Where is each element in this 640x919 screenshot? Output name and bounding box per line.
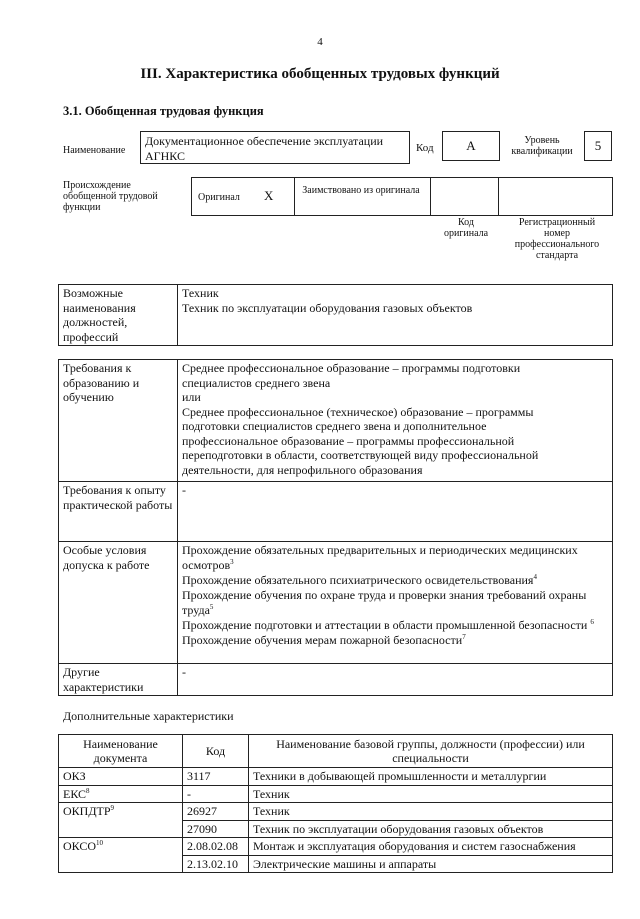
section-title: III. Характеристика обобщенных трудовых функций xyxy=(140,66,500,82)
page-number: 4 xyxy=(317,36,323,48)
table-row xyxy=(59,803,613,821)
borrowed-label: Заимствовано из оригинала xyxy=(302,185,420,196)
admission-item: Прохождение обучения по охране труда и проверки знания требований охраны труда$^5$ xyxy=(182,588,587,617)
name-cell: Электрические машины и аппараты xyxy=(249,855,613,873)
education-line: специалистов среднего звена xyxy=(182,375,331,390)
level-value-box xyxy=(584,131,612,161)
code-cell: - xyxy=(183,785,249,803)
admission-row xyxy=(59,542,613,664)
admission-value xyxy=(178,542,613,664)
code-value: А xyxy=(466,138,476,153)
positions-table xyxy=(58,284,613,346)
table-row xyxy=(59,838,613,856)
experience-row xyxy=(59,482,613,542)
doc-cell: ОКЗ xyxy=(59,768,183,786)
admission-item: Прохождение обязательного психиатрического освидетельствования$^4$ xyxy=(182,573,537,587)
additional-header-row xyxy=(59,735,613,768)
code-value-box xyxy=(442,131,500,161)
footnote-ref: 5 xyxy=(209,603,214,611)
doc-cell: ОКПДТР$^9$ xyxy=(59,803,183,838)
admission-label: Особые условия допуска к работе xyxy=(59,542,178,664)
education-row xyxy=(59,360,613,482)
header-doc: Наименование документа xyxy=(59,735,183,768)
name-value: Документационное обеспечение эксплуатации АГНКС xyxy=(145,134,384,163)
name-cell: Техник xyxy=(249,785,613,803)
education-line: или xyxy=(182,390,201,404)
name-cell: Техники в добывающей промышленности и металлургии xyxy=(249,768,613,786)
code-cell: 27090 xyxy=(183,820,249,838)
admission-item: Прохождение подготовки и аттестации в области промышленной безопасности $^6$ xyxy=(182,618,594,632)
footnote-ref: 4 xyxy=(533,573,537,581)
additional-table xyxy=(58,734,613,873)
doc-cell: ЕКС$^8$ xyxy=(59,785,183,803)
other-value: - xyxy=(178,664,613,696)
code-cell: 26927 xyxy=(183,803,249,821)
education-label: Требования к образованию и обучению xyxy=(59,360,178,482)
positions-label: Возможные наименования должностей, профессий xyxy=(59,285,178,346)
experience-label: Требования к опыту практической работы xyxy=(59,482,178,542)
doc-cell: ОКСО$^{10}$ xyxy=(59,838,183,873)
education-line: Среднее профессиональное (техническое) образование – программы xyxy=(182,404,534,419)
other-label: Другие характеристики xyxy=(59,664,178,696)
code-cell: 2.08.02.08 xyxy=(183,838,249,856)
education-value xyxy=(178,360,613,482)
code-caption: Код оригинала xyxy=(443,217,489,239)
footnote-ref: 9 xyxy=(110,804,115,812)
footnote-ref: 6 xyxy=(590,618,594,626)
table-row xyxy=(59,785,613,803)
admission-item: Прохождение обязательных предварительных и периодических медицинских осмотров$^3$ xyxy=(182,543,578,572)
code-cell: 3117 xyxy=(183,768,249,786)
footnote-ref: 10 xyxy=(96,839,104,847)
education-line: профессиональное образование – программы профессиональной xyxy=(182,433,515,448)
subsection-title: 3.1. Обобщенная трудовая функция xyxy=(63,104,264,118)
footnote-ref: 7 xyxy=(462,633,466,641)
additional-title: Дополнительные характеристики xyxy=(63,709,234,723)
original-mark: X xyxy=(264,188,274,203)
position-item: Техник xyxy=(182,286,219,300)
header-code: Код xyxy=(183,735,249,768)
code-label: Код xyxy=(416,142,434,154)
name-cell: Техник по эксплуатации оборудования газовых объектов xyxy=(249,820,613,838)
origin-table xyxy=(191,177,613,216)
education-line: переподготовки в области, соответствующей виду профессиональной xyxy=(182,448,539,462)
level-label: Уровень квалификации xyxy=(511,135,573,157)
name-cell: Монтаж и эксплуатация оборудования и систем газоснабжения xyxy=(249,838,613,856)
code-cell: 2.13.02.10 xyxy=(183,855,249,873)
table-row xyxy=(59,768,613,786)
level-value: 5 xyxy=(594,138,602,153)
other-row xyxy=(59,664,613,696)
position-item: Техник по эксплуатации оборудования газовых объектов xyxy=(182,300,473,315)
header-name: Наименование базовой группы, должности (профессии) или специальности xyxy=(249,735,613,768)
education-line: деятельности, для непрофильного образования xyxy=(182,462,423,477)
education-line: подготовки специалистов среднего звена и дополнительное xyxy=(182,419,487,433)
name-label: Наименование xyxy=(63,145,126,156)
education-line: Среднее профессиональное образование – программы подготовки xyxy=(182,361,521,375)
original-label: Оригинал xyxy=(198,192,240,203)
origin-label: Происхождение обобщенной трудовой функции xyxy=(63,180,158,213)
admission-item: Прохождение обучения мерам пожарной безопасности$^7$ xyxy=(182,633,466,647)
reg-caption: Регистрационный номер профессионального стандарта xyxy=(514,217,600,261)
footnote-ref: 3 xyxy=(230,558,234,566)
reg-number-cell xyxy=(498,177,613,216)
original-code-cell xyxy=(430,177,499,216)
borrowed-cell xyxy=(294,177,431,216)
experience-value: - xyxy=(178,482,613,542)
name-value-box xyxy=(140,131,410,164)
name-cell: Техник xyxy=(249,803,613,821)
footnote-ref: 8 xyxy=(86,786,90,795)
positions-list xyxy=(178,285,613,346)
requirements-table xyxy=(58,359,613,696)
